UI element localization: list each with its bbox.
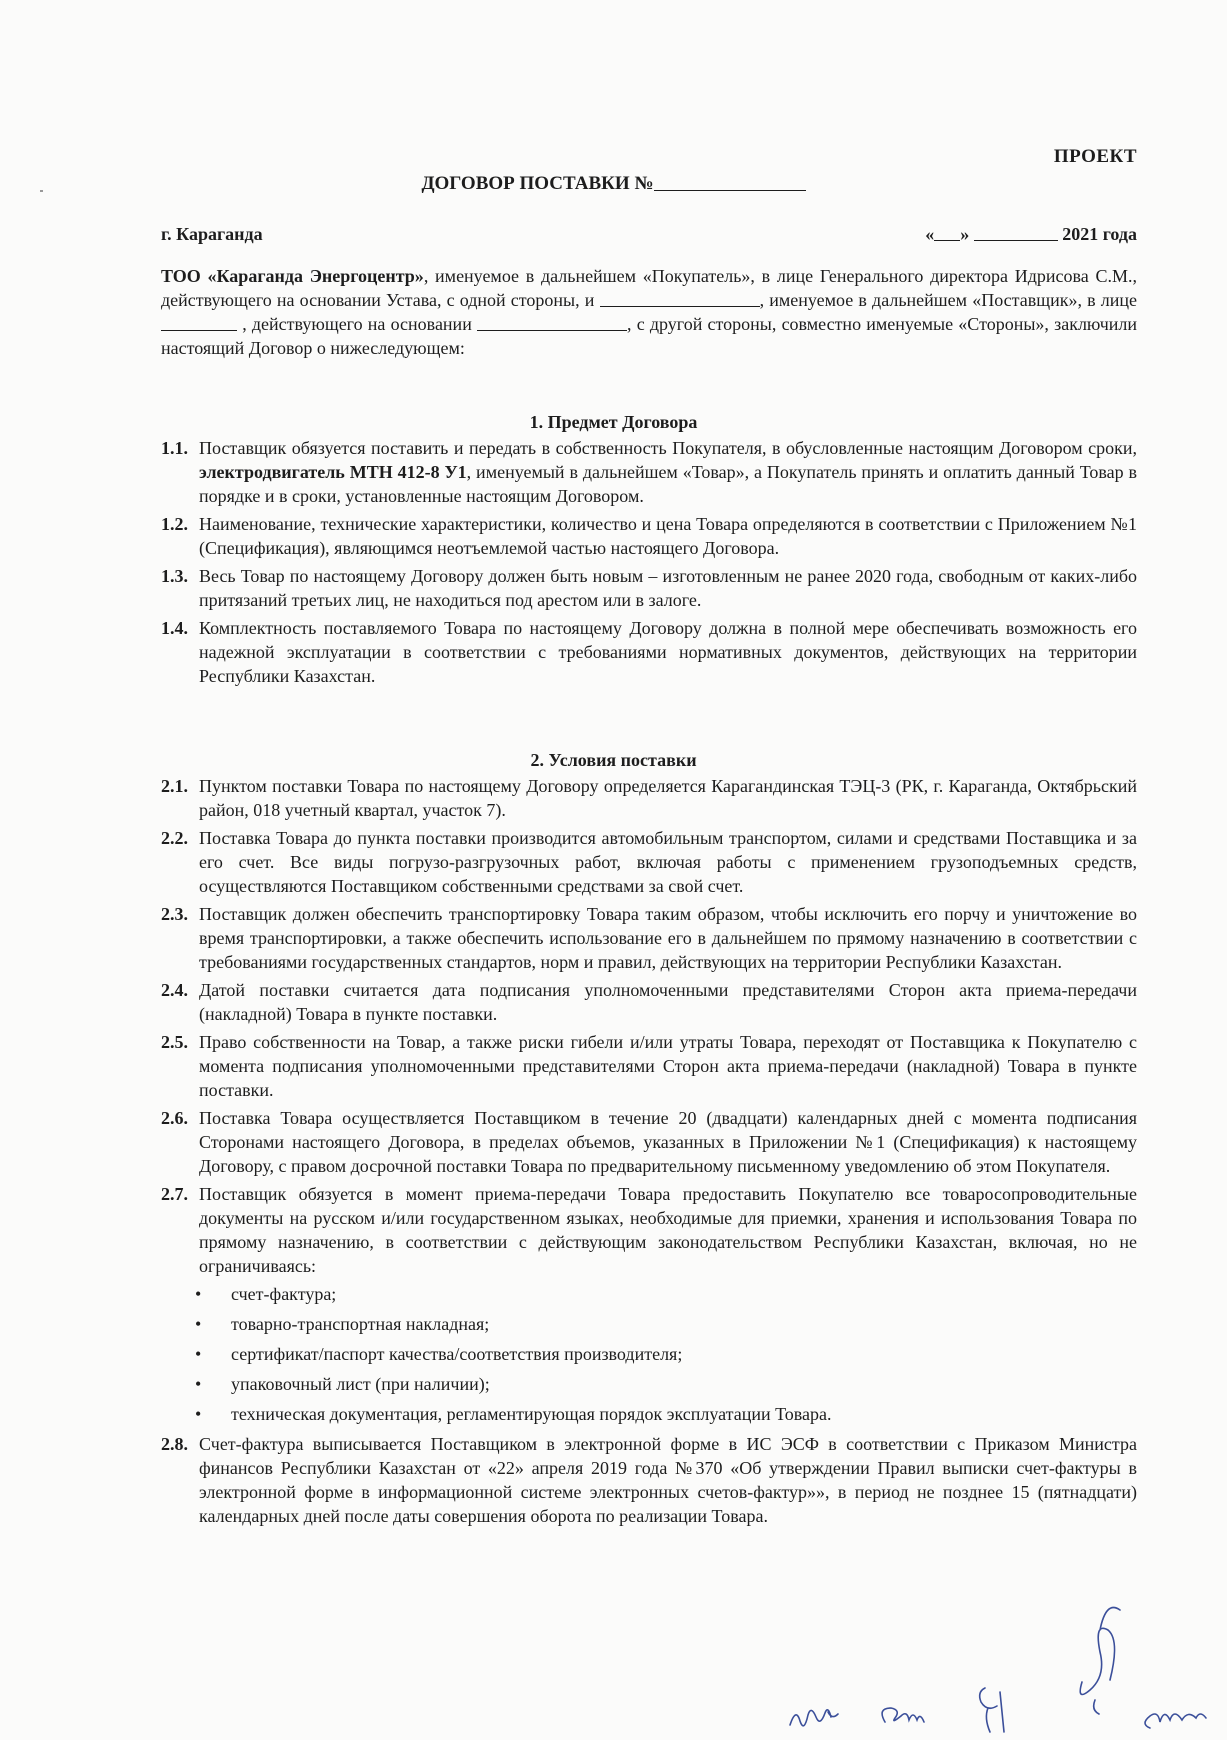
clause-2-4 <box>161 978 1137 1026</box>
clause-text: Счет-фактура выписывается Поставщиком в электронной форме в ИС ЭСФ в соответствии с Приказом Министра финансов Республики Казахстан от «22» апреля 2019 года №370 «Об утверждении Правил выписки счет-фактуры в электронной форме в информационной системе электронных счетов-фактур»», в период не позднее 15 (пятнадцати) календарных дней после даты совершения оборота по реализации Товара. <box>199 1434 1137 1526</box>
clause-text: Пунктом поставки Товара по настоящему Договору определяется Карагандинская ТЭЦ-3 (РК, г. Караганда, Октябрьский район, 018 учетный квартал, участок 7). <box>199 776 1137 820</box>
clause-2-5 <box>161 1030 1137 1102</box>
clause-text <box>199 436 1137 508</box>
contract-city: г. Караганда <box>161 224 263 244</box>
day-blank <box>934 224 960 241</box>
clause-text: Поставка Товара до пункта поставки производится автомобильным транспортом, силами и средствами Поставщика и за его счет. Все виды погрузо-разгрузочных работ, включая работы с применением грузоподъемных средств, осуществляются Поставщиком собственными средствами за свой счет. <box>199 828 1137 896</box>
clause-2-2 <box>161 826 1137 898</box>
clause-number: 2.8. <box>161 1434 188 1454</box>
clause-number: 1.2. <box>161 514 188 534</box>
list-item: • упаковочный лист (при наличии); <box>195 1372 1137 1396</box>
date-year: 2021 года <box>1062 224 1137 244</box>
clause-1-3 <box>161 564 1137 612</box>
date-quote-open: « <box>925 224 935 244</box>
preamble-text-2: , именуемое в дальнейшем «Поставщик», в лице <box>759 290 1137 310</box>
preamble-text-3: , действующего на основании <box>242 314 472 334</box>
preamble-text-1: , именуемое в дальнейшем «Покупатель», в лице Генерального директора Идрисова С.М., действующего на основании Устава, с одной стороны, и <box>161 266 1137 310</box>
list-item: • товарно-транспортная накладная; <box>195 1312 1137 1336</box>
clause-number: 2.1. <box>161 776 188 796</box>
clause-number: 2.6. <box>161 1108 188 1128</box>
clause-number: 2.4. <box>161 980 188 1000</box>
list-item: • счет-фактура; <box>195 1282 1137 1306</box>
clause-text: Наименование, технические характеристики, количество и цена Товара определяются в соответствии с Приложением №1 (Спецификация), являющимся неотъемлемой частью настоящего Договора. <box>199 514 1137 558</box>
clause-number: 1.3. <box>161 566 188 586</box>
clause-2-7 <box>161 1182 1137 1278</box>
contract-number-blank <box>654 172 806 191</box>
clause-text: Поставщик должен обеспечить транспортировку Товара таким образом, чтобы исключить его порчу и уничтожение во время транспортировки, а также обеспечить использование его в дальнейшем по прямому назначению в соответствии с требованиями государственных стандартов, норм и правил, действующих на территории Республики Казахстан. <box>199 904 1137 972</box>
supplier-name-blank <box>600 290 760 307</box>
buyer-company: ТОО «Караганда Энергоцентр» <box>161 266 424 286</box>
clause-1-1-part-b: , именуемый в дальнейшем «Товар», а Покупатель принять и оплатить данный Товар в порядке и в сроки, установленные настоящим Договором. <box>199 462 1137 506</box>
list-item: • техническая документация, регламентирующая порядок эксплуатации Товара. <box>195 1402 1137 1426</box>
clause-1-2 <box>161 512 1137 560</box>
clause-number: 2.5. <box>161 1032 188 1052</box>
initials-4 <box>1145 1714 1206 1728</box>
initials-3 <box>980 1688 1004 1732</box>
section-1-clauses <box>161 436 1137 692</box>
preamble-text-4: , с другой стороны, совместно именуемые «Стороны», заключили настоящий Договор о нижеследующем: <box>161 314 1137 358</box>
section-2-clauses <box>161 774 1137 1532</box>
documents-list <box>195 1282 1137 1426</box>
clause-text: Датой поставки считается дата подписания уполномоченными представителями Сторон акта приема-передачи (накладной) Товара в пункте поставки. <box>199 980 1137 1024</box>
clause-2-3 <box>161 902 1137 974</box>
clause-1-1-part-a: Поставщик обязуется поставить и передать в собственность Покупателя, в обусловленные настоящим Договором сроки, <box>199 438 1137 458</box>
contract-title <box>0 172 1227 195</box>
clause-2-6 <box>161 1106 1137 1178</box>
clause-1-4 <box>161 616 1137 688</box>
clause-number: 2.2. <box>161 828 188 848</box>
signature-large <box>1080 1608 1120 1715</box>
initials-1 <box>790 1710 838 1726</box>
section-2-title: 2. Условия поставки <box>530 750 697 770</box>
list-item: • сертификат/паспорт качества/соответствия производителя; <box>195 1342 1137 1366</box>
clause-1-1 <box>161 436 1137 508</box>
product-name: электродвигатель МТН 412-8 У1 <box>199 462 467 482</box>
clause-text: Весь Товар по настоящему Договору должен быть новым – изготовленным не ранее 2020 года, свободным от каких-либо притязаний третьих лиц, не находиться под арестом или в залоге. <box>199 566 1137 610</box>
clause-text: Право собственности на Товар, а также риски гибели и/или утраты Товара, переходят от Поставщика к Покупателю с момента подписания уполномоченными представителями Сторон акта приема-передачи (накладной) Товара в пункте поставки. <box>199 1032 1137 1100</box>
preamble <box>161 264 1137 360</box>
section-1-title: 1. Предмет Договора <box>529 412 698 432</box>
project-label: ПРОЕКТ <box>1053 146 1137 167</box>
clause-text: Поставщик обязуется в момент приема-передачи Товара предоставить Покупателю все товаросопроводительные документы на русском и/или государственном языках, необходимые для приемки, хранения и использования Товара по прямому назначению, в соответствии с действующим законодательством Республики Казахстан, включая, но не ограничиваясь: <box>199 1184 1137 1276</box>
handwritten-signatures <box>770 1600 1227 1740</box>
clause-text: Комплектность поставляемого Товара по настоящему Договору должна в полной мере обеспечивать возможность его надежной эксплуатации в соответствии с требованиями нормативных документов, действующих на территории Республики Казахстан. <box>199 618 1137 686</box>
clause-2-8 <box>161 1432 1137 1528</box>
contract-date <box>925 224 1137 245</box>
initials-2 <box>882 1708 924 1722</box>
clause-number: 1.4. <box>161 618 188 638</box>
supplier-basis-blank <box>477 314 627 331</box>
date-quote-close: » <box>960 224 970 244</box>
clause-number: 2.3. <box>161 904 188 924</box>
clause-2-1 <box>161 774 1137 822</box>
supplier-rep-blank <box>161 314 237 331</box>
clause-number: 1.1. <box>161 438 188 458</box>
contract-title-text: ДОГОВОР ПОСТАВКИ № <box>421 173 654 194</box>
clause-number: 2.7. <box>161 1184 188 1204</box>
clause-text: Поставка Товара осуществляется Поставщиком в течение 20 (двадцати) календарных дней с момента подписания Сторонами настоящего Договора, в пределах объемов, указанных в Приложении №1 (Спецификация) к настоящему Договору, с правом досрочной поставки Товара по предварительному письменному уведомлению об этом Покупателя. <box>199 1108 1137 1176</box>
month-blank <box>974 224 1058 241</box>
